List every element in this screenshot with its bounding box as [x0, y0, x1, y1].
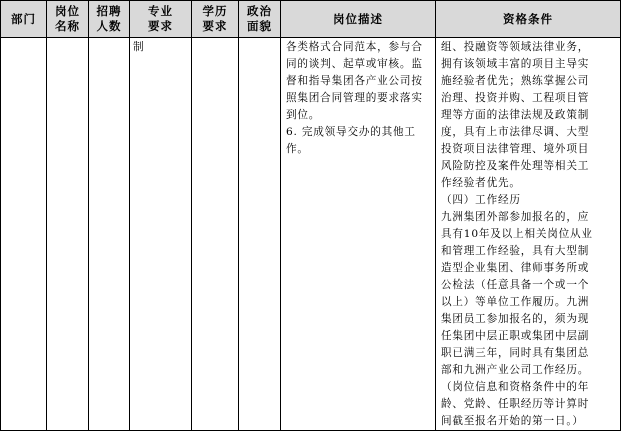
cell-education	[192, 38, 239, 431]
cell-qualifications-text: 组、投融资等领域法律业务， 拥有该领域丰富的项目主导实 施经验者优先；熟练掌握公司 治理、投资并购、工程项目管 理等方面的法律法规及政策制 度，具有上市法律尽调、大型 投资项目法律管理、境外项目 风险防控及案件处理等相关工 作经验者优先。 （四）工作经历 九洲集团外部参加报名的，应 具有10年及以上相关岗位从业 和管理工作经验，具有大型制 造型企业集团、律师事务所或 公检法（任意具备一个或一个 以上）等单位工作履历。九洲 集团员工参加报名的，须为现 任集团中层正职或集团中层副 职已满三年，同时具有集团总 部和九洲产业公司工作经历。 （岗位信息和资格条件中的年 龄、党龄、任职经历等计算时 间截至报名开始的第一日。）	[441, 41, 593, 427]
header-political-label: 政治 面貌	[247, 4, 272, 33]
cell-dept	[1, 38, 47, 431]
cell-headcount	[89, 38, 130, 431]
header-dept-label: 部门	[11, 11, 36, 26]
header-major-label: 专业 要求	[148, 4, 173, 33]
table-row	[1, 38, 621, 431]
header-dept	[1, 1, 47, 38]
header-major	[130, 1, 192, 38]
header-post-name-label: 岗位 名称	[55, 4, 80, 33]
header-description-label: 岗位描述	[333, 11, 383, 26]
header-education-label: 学历 要求	[202, 4, 228, 33]
header-headcount-label: 招聘 人数	[96, 4, 122, 33]
header-qualifications-label: 资格条件	[503, 11, 553, 26]
cell-description	[281, 38, 436, 431]
cell-post-name	[47, 38, 89, 431]
header-row	[1, 1, 621, 38]
header-qualifications	[436, 1, 621, 38]
cell-political	[239, 38, 281, 431]
cell-qualifications	[436, 38, 621, 431]
header-headcount	[89, 1, 130, 38]
header-post-name	[47, 1, 89, 38]
cell-major	[130, 38, 192, 431]
header-description	[281, 1, 436, 38]
header-political	[239, 1, 281, 38]
header-education	[192, 1, 239, 38]
cell-description-text: 各类格式合同范本，参与合 同的谈判、起草或审核。监 督和指导集团各产业公司按 照集团合同管理的要求落实 到位。 6. 完成领导交办的其他工 作。	[286, 41, 423, 155]
cell-major-text: 制	[133, 41, 145, 53]
